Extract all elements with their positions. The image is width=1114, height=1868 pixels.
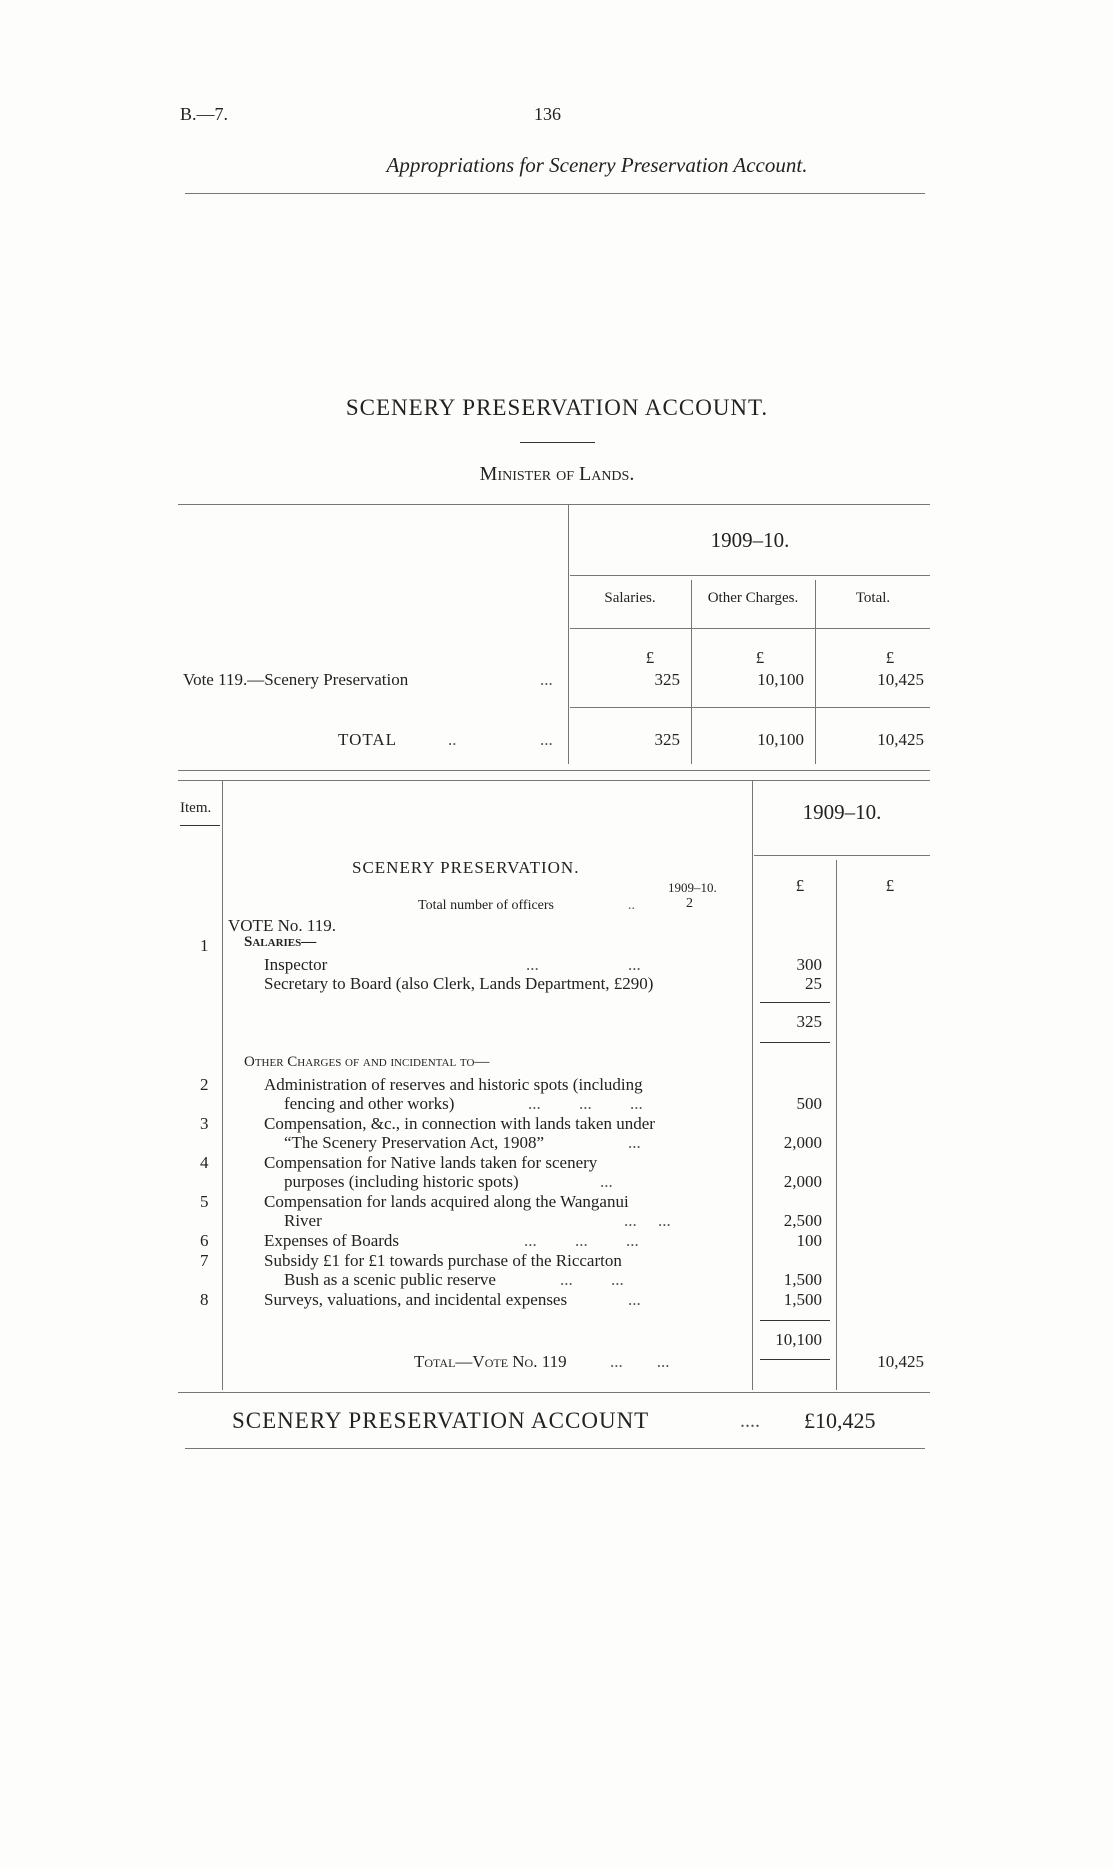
- item-number: 2: [200, 1075, 209, 1094]
- summary-total-label: TOTAL: [338, 730, 398, 749]
- summary-vote-salaries: 325: [654, 670, 680, 689]
- header-rule: [185, 193, 925, 194]
- footer-rule: [185, 1448, 925, 1449]
- detail-currency-2: £: [885, 876, 895, 895]
- item-description: Compensation for lands acquired along the Wanganui: [264, 1192, 629, 1211]
- summary-total-total: 10,425: [877, 730, 924, 749]
- summary-vote-label: Vote 119.—Scenery Preservation: [183, 670, 409, 689]
- item-amount: 2,000: [783, 1172, 822, 1191]
- account-title: SCENERY PRESERVATION ACCOUNT.: [345, 395, 769, 420]
- officers-count: 2: [686, 896, 693, 911]
- summary-currency-salaries: £: [645, 648, 655, 667]
- summary-col-total: Total.: [855, 590, 891, 606]
- vote-number: VOTE No. 119.: [228, 916, 336, 935]
- total-vote-amount: 10,425: [877, 1352, 924, 1371]
- secretary-amount: 25: [805, 974, 822, 993]
- item-number: 6: [200, 1231, 209, 1250]
- inspector-label: Inspector: [264, 955, 328, 974]
- salaries-subtotal: 325: [796, 1012, 822, 1031]
- item-description: Compensation, &c., in connection with lands taken under: [264, 1114, 655, 1133]
- item-amount: 1,500: [783, 1270, 822, 1289]
- running-title: Appropriations for Scenery Preservation Account.: [386, 153, 808, 177]
- item-amount: 1,500: [783, 1290, 822, 1309]
- detail-currency-1: £: [795, 876, 805, 895]
- item-number: 8: [200, 1290, 209, 1309]
- summary-currency-total: £: [885, 648, 895, 667]
- item-description: Administration of reserves and historic spots (including: [264, 1075, 643, 1094]
- page-number: 136: [534, 104, 561, 124]
- item-number: 3: [200, 1114, 209, 1133]
- detail-item-header: Item.: [180, 800, 212, 816]
- summary-vote-total: 10,425: [877, 670, 924, 689]
- summary-vote-other: 10,100: [757, 670, 804, 689]
- officers-label: Total number of officers: [418, 898, 554, 913]
- summary-col-salaries: Salaries.: [604, 590, 656, 606]
- item-description: Subsidy £1 for £1 towards purchase of the Riccarton: [264, 1251, 622, 1270]
- item-description: Compensation for Native lands taken for scenery: [264, 1153, 598, 1172]
- total-vote-label: Total—Vote No. 119: [414, 1352, 567, 1371]
- inspector-amount: 300: [796, 955, 822, 974]
- title-rule: [520, 442, 595, 443]
- item-description: Surveys, valuations, and incidental expenses: [264, 1290, 568, 1309]
- summary-year: 1909–10.: [710, 528, 790, 552]
- item-number: 5: [200, 1192, 209, 1211]
- summary-total-other: 10,100: [757, 730, 804, 749]
- item-description-cont: fencing and other works): [284, 1094, 455, 1113]
- item-number: 4: [200, 1153, 209, 1172]
- document-ref: B.—7.: [180, 104, 229, 124]
- item-amount: 500: [796, 1094, 822, 1113]
- minister-heading: Minister of Lands.: [479, 463, 635, 485]
- item-description-cont: purposes (including historic spots): [284, 1172, 519, 1191]
- item-description-cont: “The Scenery Preservation Act, 1908”: [284, 1133, 545, 1152]
- item-amount: 2,000: [783, 1133, 822, 1152]
- detail-year: 1909–10.: [802, 800, 882, 824]
- summary-currency-other: £: [755, 648, 765, 667]
- summary-total-salaries: 325: [654, 730, 680, 749]
- item-description-cont: River: [284, 1211, 322, 1230]
- salaries-item-number: 1: [200, 936, 209, 955]
- item-amount: 2,500: [783, 1211, 822, 1230]
- item-amount: 100: [796, 1231, 822, 1250]
- detail-section-title: SCENERY PRESERVATION.: [352, 858, 580, 877]
- item-description-cont: Bush as a scenic public reserve: [284, 1270, 496, 1289]
- other-charges-heading: Other Charges of and incidental to—: [244, 1054, 490, 1070]
- summary-col-other: Other Charges.: [707, 590, 799, 606]
- salaries-heading: Salaries—: [244, 934, 317, 950]
- officers-year: 1909–10.: [668, 880, 717, 895]
- footer-amount: £10,425: [804, 1408, 876, 1433]
- item-number: 7: [200, 1251, 209, 1270]
- item-description: Expenses of Boards: [264, 1231, 400, 1250]
- footer-label: SCENERY PRESERVATION ACCOUNT: [232, 1408, 650, 1433]
- other-charges-subtotal: 10,100: [775, 1330, 822, 1349]
- secretary-label: Secretary to Board (also Clerk, Lands Department, £290): [264, 974, 654, 993]
